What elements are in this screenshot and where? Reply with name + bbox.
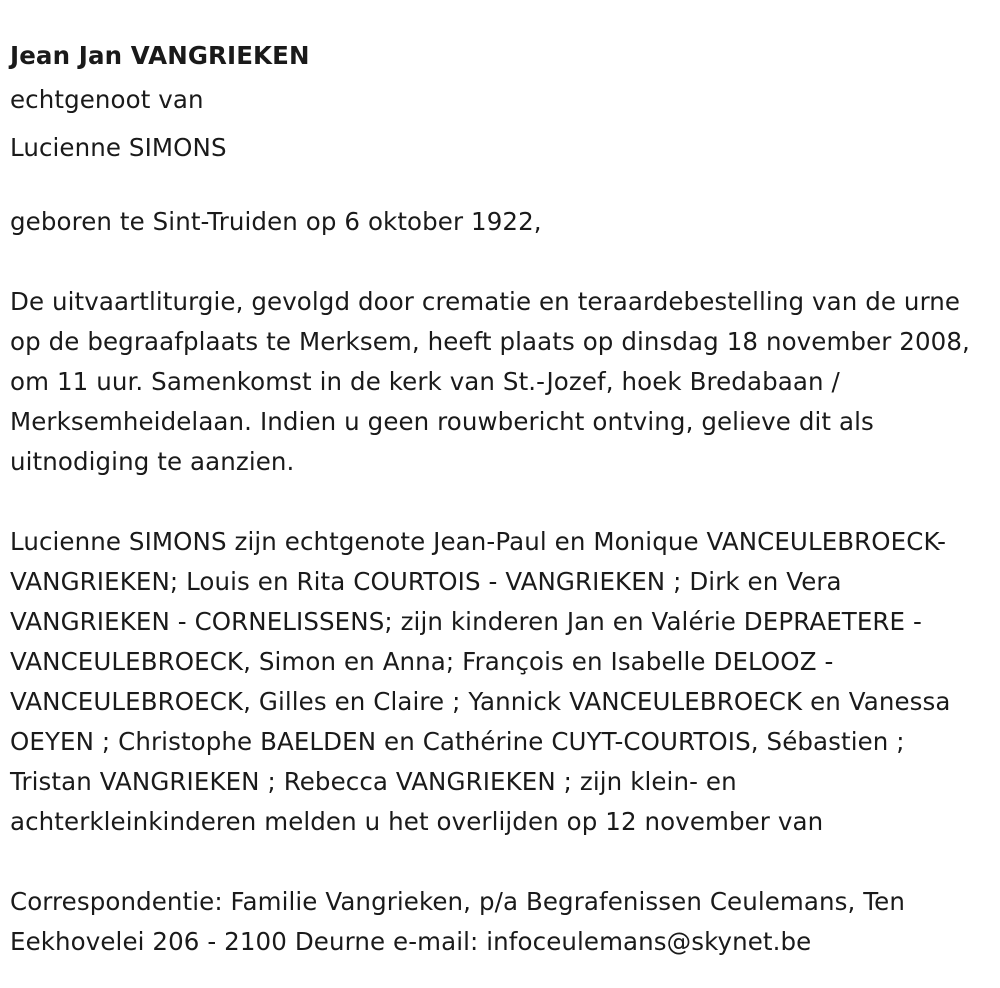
spacer: [10, 172, 985, 202]
death-notice: [10, 36, 985, 962]
spouse-name: Lucienne SIMONS: [10, 133, 227, 162]
ceremony-paragraph: De uitvaartliturgie, gevolgd door crematie en teraardebestelling van de urne op de begraafplaats te Merksem, heeft plaats op dinsdag 18 november 2008, om 11 uur. Samenkomst in de kerk van St.-Jozef, hoek Bredabaan / Merksemheidelaan. Indien u geen rouwbericht ontving, gelieve dit als uitnodiging te aanzien.: [10, 287, 970, 476]
correspondence-paragraph: Correspondentie: Familie Vangrieken, p/a Begrafenissen Ceulemans, Ten Eekhovelei 206 - 2100 Deurne e-mail: infoceulemans@skynet.be: [10, 887, 905, 956]
spacer: [10, 842, 985, 882]
birth-line: geboren te Sint-Truiden op 6 oktober 1922,: [10, 207, 542, 236]
spacer: [10, 482, 985, 522]
spacer: [10, 242, 985, 282]
family-paragraph: Lucienne SIMONS zijn echtgenote Jean-Paul en Monique VANCEULEBROECK-VANGRIEKEN; Louis en Rita COURTOIS - VANGRIEKEN ; Dirk en Vera VANGRIEKEN - CORNELISSENS; zijn kinderen Jan en Valérie DEPRAETERE - VANCEULEBROECK, Simon en Anna; François en Isabelle DELOOZ - VANCEULEBROECK, Gilles en Claire ; Yannick VANCEULEBROECK en Vanessa OEYEN ; Christophe BAELDEN en Cathérine CUYT-COURTOIS, Sébastien ; Tristan VANGRIEKEN ; Rebecca VANGRIEKEN ; zijn klein- en achterkleinkinderen melden u het overlijden op 12 november van: [10, 527, 951, 836]
spouse-intro: echtgenoot van: [10, 85, 204, 114]
deceased-name: Jean Jan VANGRIEKEN: [10, 41, 310, 70]
